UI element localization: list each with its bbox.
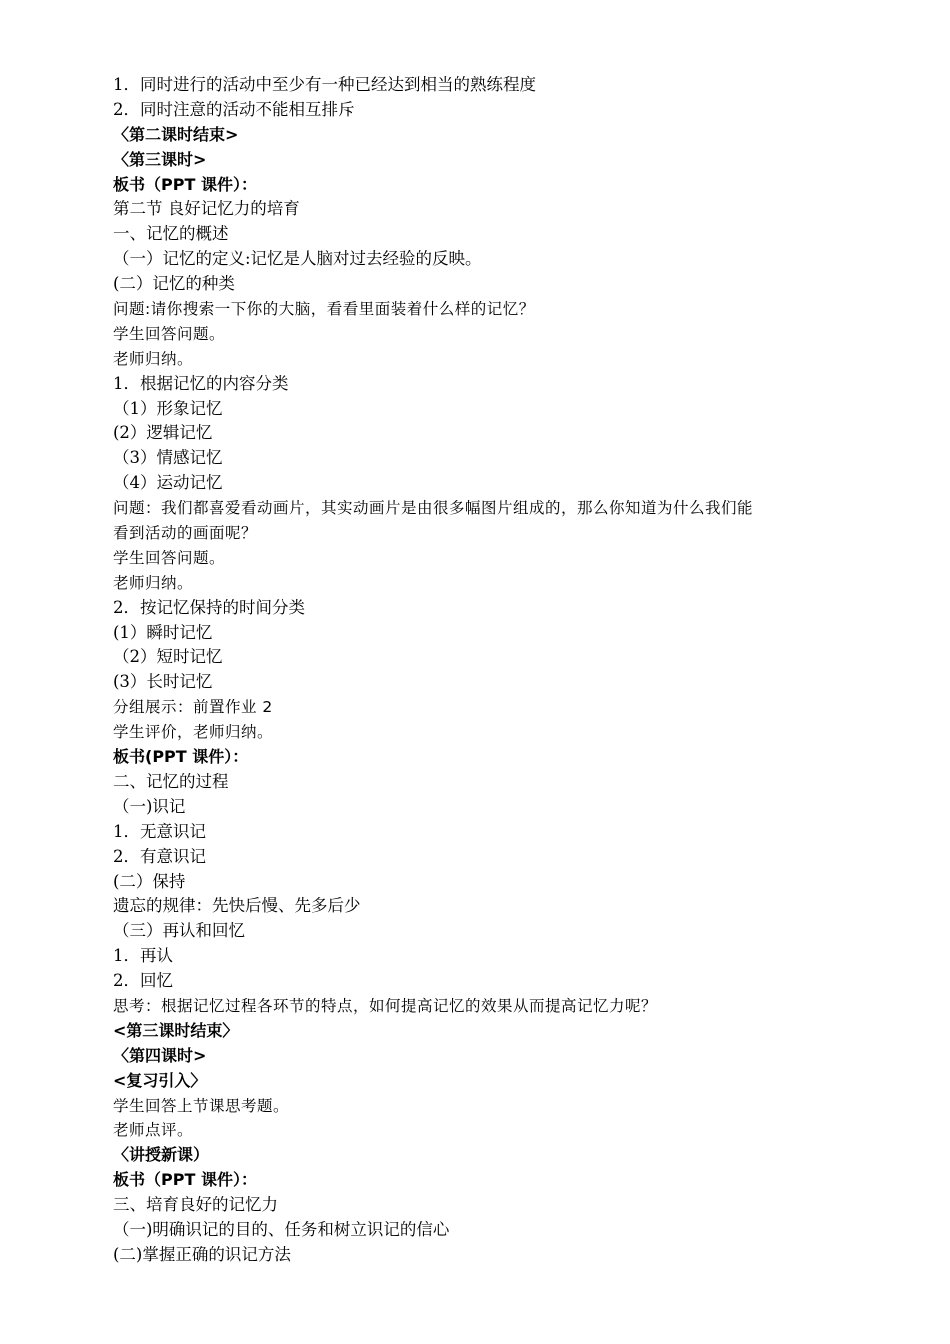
text-line-28: 板书(PPT 课件）： bbox=[113, 747, 249, 767]
text-line-46: 三、培育良好的记忆力 bbox=[113, 1195, 278, 1215]
text-line-43: 老师点评。 bbox=[113, 1121, 194, 1140]
text-line-9: (二）记忆的种类 bbox=[113, 274, 235, 294]
document-page bbox=[113, 73, 888, 1268]
text-line-1: 1．同时进行的活动中至少有一种已经达到相当的熟练程度 bbox=[113, 75, 536, 94]
text-line-3: 〈第二课时结束> bbox=[113, 124, 239, 144]
text-line-18: 问题：我们都喜爱看动画片，其实动画片是由很多幅图片组成的，那么你知道为什么我们能 bbox=[113, 499, 754, 518]
text-line-2: 2．同时注意的活动不能相互排斥 bbox=[113, 99, 355, 119]
text-line-45: 板书（PPT 课件）： bbox=[113, 1170, 257, 1190]
text-line-21: 老师归纳。 bbox=[113, 573, 194, 592]
text-line-12: 老师归纳。 bbox=[113, 349, 194, 368]
text-line-32: 2．有意识记 bbox=[113, 846, 206, 866]
text-line-19: 看到活动的画面呢？ bbox=[113, 524, 258, 543]
text-line-10: 问题:请你搜索一下你的大脑，看看里面装着什么样的记忆？ bbox=[113, 300, 535, 319]
text-line-26: 分组展示：前置作业 2 bbox=[113, 698, 273, 717]
text-line-11: 学生回答问题。 bbox=[113, 324, 226, 343]
text-line-29: 二、记忆的过程 bbox=[113, 771, 229, 791]
text-line-44: 〈讲授新课） bbox=[113, 1145, 210, 1165]
text-line-13: 1．根据记忆的内容分类 bbox=[113, 373, 289, 393]
text-line-27: 学生评价，老师归纳。 bbox=[113, 723, 274, 742]
text-line-48: (二)掌握正确的识记方法 bbox=[113, 1244, 291, 1264]
text-line-47: （一)明确识记的目的、任务和树立识记的信心 bbox=[113, 1219, 450, 1239]
text-line-31: 1．无意识记 bbox=[113, 821, 206, 841]
text-line-15: (2）逻辑记忆 bbox=[113, 423, 213, 443]
text-line-35: （三）再认和回忆 bbox=[113, 921, 245, 941]
text-line-22: 2．按记忆保持的时间分类 bbox=[113, 597, 305, 617]
text-line-24: （2）短时记忆 bbox=[113, 647, 223, 667]
text-line-17: （4）运动记忆 bbox=[113, 473, 223, 493]
text-line-41: <复习引入〉 bbox=[113, 1070, 207, 1090]
text-line-42: 学生回答上节课思考题。 bbox=[113, 1096, 290, 1115]
text-line-34: 遗忘的规律：先快后慢、先多后少 bbox=[113, 896, 361, 916]
text-line-16: （3）情感记忆 bbox=[113, 448, 223, 468]
text-line-14: （1）形象记忆 bbox=[113, 398, 223, 418]
text-line-30: （一)识记 bbox=[113, 796, 186, 816]
text-line-33: (二）保持 bbox=[113, 871, 186, 891]
text-line-5: 板书（PPT 课件）： bbox=[113, 174, 257, 194]
text-line-4: 〈第三课时> bbox=[113, 149, 207, 169]
text-line-7: 一、记忆的概述 bbox=[113, 224, 229, 244]
text-line-20: 学生回答问题。 bbox=[113, 548, 226, 567]
text-line-37: 2．回忆 bbox=[113, 971, 173, 991]
text-line-38: 思考：根据记忆过程各环节的特点，如何提高记忆的效果从而提高记忆力呢？ bbox=[113, 996, 658, 1015]
text-line-23: (1）瞬时记忆 bbox=[113, 622, 213, 642]
text-line-40: 〈第四课时> bbox=[113, 1045, 207, 1065]
text-line-6: 第二节 良好记忆力的培育 bbox=[113, 199, 300, 219]
text-line-39: <第三课时结束〉 bbox=[113, 1020, 239, 1040]
text-line-8: （一）记忆的定义:记忆是人脑对过去经验的反映。 bbox=[113, 249, 482, 269]
text-line-25: (3）长时记忆 bbox=[113, 672, 213, 692]
text-line-36: 1．再认 bbox=[113, 946, 173, 966]
